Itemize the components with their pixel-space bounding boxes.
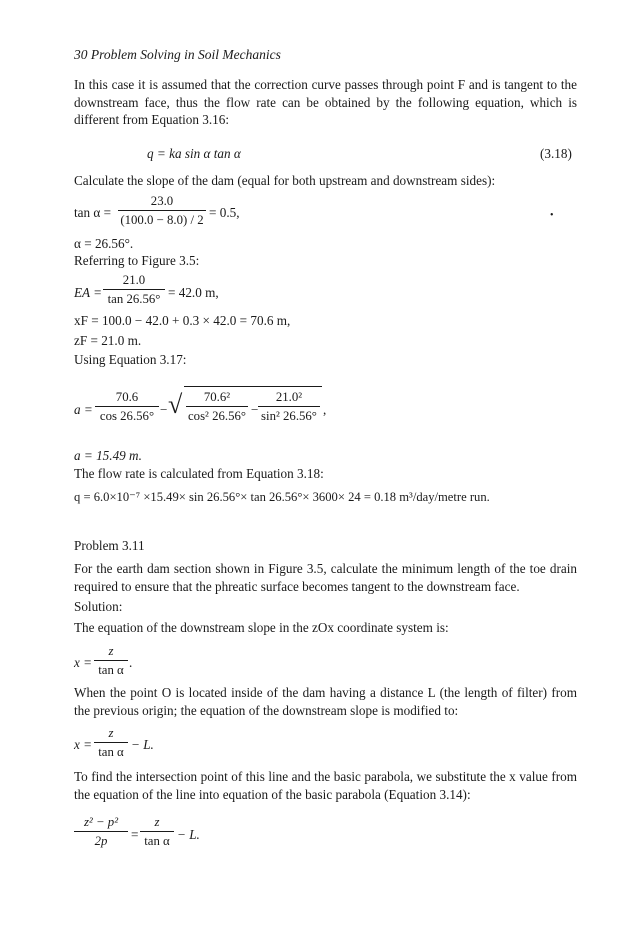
- x-eq1-lhs: x =: [74, 655, 93, 670]
- paragraph-slope: Calculate the slope of the dam (equal for both upstream and downstream sides):: [74, 173, 496, 188]
- par-eq-fraction-2: [140, 815, 174, 849]
- a-eq-f2-numerator: 70.6²: [186, 390, 248, 407]
- par-eq-tail: − L.: [177, 827, 200, 842]
- par-eq-numerator-2: z: [140, 815, 174, 832]
- a-eq-f3-denominator: sin² 26.56°: [261, 409, 317, 423]
- ea-eq-denominator: tan 26.56°: [107, 292, 161, 306]
- a-eq-f2-denominator: cos² 26.56°: [187, 409, 246, 423]
- stray-mark: •: [550, 210, 554, 221]
- par-eq-denominator-2: tan α: [144, 834, 170, 848]
- radical-sign: √: [168, 390, 183, 419]
- paragraph-intro: In this case it is assumed that the correction curve passes through point F and is tangent to the downstream face, thus the flow rate can be obtained by the following equation, which is different from Equation 3.16:: [74, 77, 577, 127]
- tan-eq-rhs: = 0.5,: [209, 205, 240, 220]
- a-eq-minus: −: [160, 402, 168, 417]
- ea-eq-fraction: [103, 273, 165, 307]
- tan-eq-lhs: tan α =: [74, 205, 112, 220]
- solution-label: Solution:: [74, 599, 123, 614]
- zf-equation: zF = 21.0 m.: [74, 333, 142, 348]
- tan-eq-numerator: 23.0: [118, 194, 206, 211]
- reference-figure: Referring to Figure 3.5:: [74, 253, 200, 268]
- flow-rate-equation: q = 6.0×10⁻⁷ ×15.49× sin 26.56°× tan 26.56°× 3600× 24 = 0.18 m³/day/metre run.: [74, 490, 490, 504]
- tan-eq-denominator: (100.0 − 8.0) / 2: [120, 213, 204, 227]
- tan-eq-fraction: [118, 194, 206, 228]
- problem-heading: Problem 3.11: [74, 538, 145, 553]
- a-eq-fraction-3: [258, 390, 320, 424]
- a-eq-fraction-2: [186, 390, 248, 424]
- x-eq1-tail: .: [129, 655, 133, 670]
- ea-eq-lhs: EA =: [74, 285, 103, 300]
- equation-3-18: q = ka sin α tan α: [147, 146, 241, 161]
- x-eq1-numerator: z: [94, 644, 128, 661]
- a-eq-lhs: a =: [74, 402, 93, 417]
- ea-eq-rhs: = 42.0 m,: [168, 285, 219, 300]
- x-eq1-denominator: tan α: [98, 663, 124, 677]
- x-eq2-tail: − L.: [131, 737, 154, 752]
- par-eq-fraction-1: [74, 815, 128, 849]
- a-eq-f1-denominator: cos 26.56°: [99, 409, 155, 423]
- x-eq1-fraction: [94, 644, 128, 678]
- running-head: 30 Problem Solving in Soil Mechanics: [74, 47, 281, 62]
- x-eq2-denominator: tan α: [98, 745, 124, 759]
- alpha-value: α = 26.56°.: [74, 236, 134, 251]
- a-eq-f3-numerator: 21.0²: [258, 390, 320, 407]
- using-equation: Using Equation 3.17:: [74, 352, 187, 367]
- equation-number: (3.18): [540, 146, 572, 161]
- x-eq2-numerator: z: [94, 726, 128, 743]
- paragraph-slope-equation: The equation of the downstream slope in the zOx coordinate system is:: [74, 620, 449, 635]
- paragraph-filter: When the point O is located inside of the dam having a distance L (the length of filter) from the previous origin; the equation of the downstream slope is modified to:: [74, 685, 577, 718]
- xf-equation: xF = 100.0 − 42.0 + 0.3 × 42.0 = 70.6 m,: [74, 313, 291, 328]
- par-eq-denominator-1: 2p: [94, 834, 108, 848]
- x-eq2-lhs: x =: [74, 737, 93, 752]
- paragraph-intersection: To find the intersection point of this line and the basic parabola, we substitute the x value from the equation of the line into equation of the basic parabola (Equation 3.14):: [74, 769, 577, 802]
- a-eq-minus-2: −: [251, 402, 259, 417]
- a-eq-tail: ,: [323, 402, 327, 417]
- ea-eq-numerator: 21.0: [103, 273, 165, 290]
- a-value: a = 15.49 m.: [74, 448, 142, 463]
- par-eq-numerator-1: z² − p²: [74, 815, 128, 832]
- a-eq-fraction-1: [95, 390, 159, 424]
- x-eq2-fraction: [94, 726, 128, 760]
- a-eq-f1-numerator: 70.6: [95, 390, 159, 407]
- paragraph-problem: For the earth dam section shown in Figure 3.5, calculate the minimum length of the toe drain required to ensure that the phreatic surface becomes tangent to the downstream face.: [74, 561, 577, 594]
- radical-bar: [184, 386, 322, 387]
- par-eq-equals: =: [131, 827, 139, 842]
- flow-rate-intro: The flow rate is calculated from Equation 3.18:: [74, 466, 324, 481]
